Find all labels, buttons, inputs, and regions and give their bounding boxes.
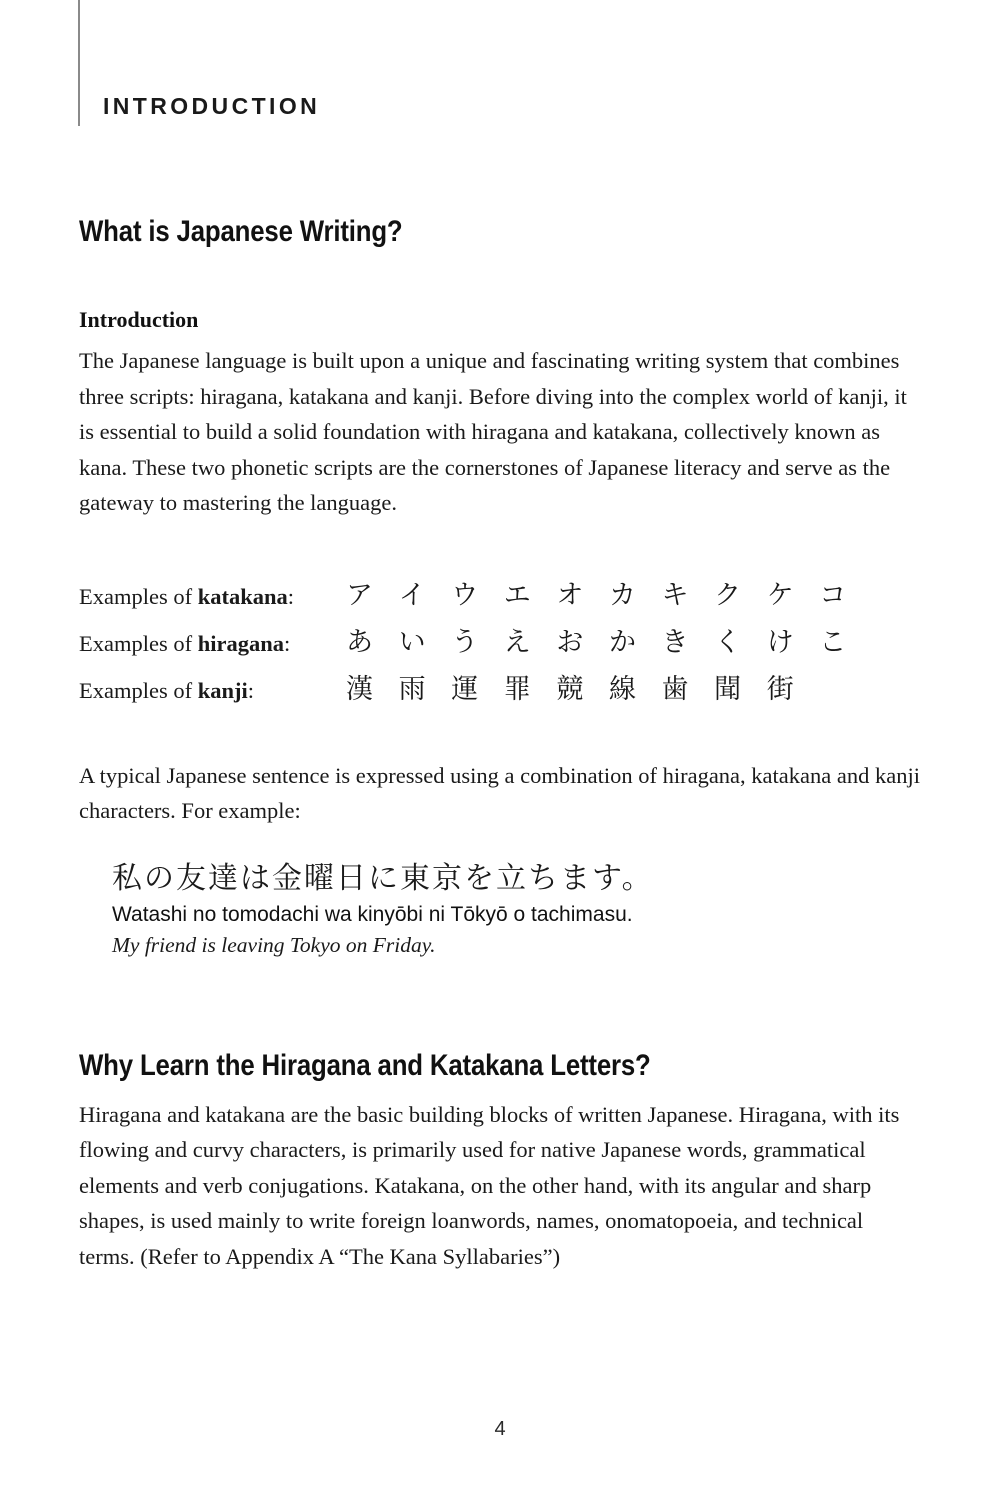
sentence-intro-paragraph: A typical Japanese sentence is expressed using a combination of hiragana, katakana and kanji characters. For example:	[79, 762, 920, 823]
examples-label-suffix: :	[287, 583, 295, 609]
examples-label-katakana	[79, 573, 346, 620]
spacer	[79, 961, 921, 1049]
examples-label-prefix: Examples of	[79, 583, 198, 609]
spacer	[79, 829, 921, 859]
example-sentence-japanese: 私の友達は金曜日に東京を立ちます。	[112, 860, 654, 896]
subsection-heading: Introduction	[79, 307, 199, 332]
page-title: What is Japanese Writing?	[79, 215, 403, 248]
spacer	[79, 249, 921, 307]
script-examples-table	[79, 573, 855, 714]
examples-label-suffix: :	[283, 630, 291, 656]
examples-label-prefix: Examples of	[79, 630, 198, 656]
running-head: INTRODUCTION	[103, 93, 321, 119]
sentence-example-block	[112, 859, 921, 961]
example-sentence-translation: My friend is leaving Tokyo on Friday.	[112, 932, 436, 957]
examples-label-kanji	[79, 667, 346, 714]
intro-paragraph: The Japanese language is built upon a unique and fascinating writing system that combines three scripts: hiragana, katakana and kanji. Before diving into the complex world of kanji, it is essential to build a solid foundation with hiragana and katakana, collectively known as kana. These two phonetic scripts are the cornerstones of Japanese literacy and serve as the gateway to mastering the language.	[79, 348, 907, 515]
spacer	[79, 1083, 921, 1097]
second-section-title: Why Learn the Hiragana and Katakana Letters?	[79, 1048, 651, 1082]
examples-script-name: katakana	[197, 583, 288, 609]
spacer	[79, 714, 921, 758]
examples-glyphs-hiragana: あ い う え お か き く け こ	[346, 626, 855, 658]
example-sentence-romaji: Watashi no tomodachi wa kinyōbi ni Tōkyō o tachimasu.	[112, 902, 633, 926]
spacer	[79, 521, 921, 573]
table-row	[79, 620, 855, 667]
examples-glyphs-kanji: 漢 雨 運 罪 競 線 歯 聞 街	[346, 673, 803, 705]
table-row	[79, 573, 855, 620]
examples-label-suffix: :	[247, 677, 255, 703]
examples-script-name: kanji	[197, 677, 248, 703]
examples-label-prefix: Examples of	[79, 677, 198, 703]
examples-script-name: hiragana	[197, 630, 284, 656]
spacer	[79, 333, 921, 343]
examples-label-hiragana	[79, 620, 346, 667]
page-content	[79, 215, 921, 1274]
second-section-paragraph: Hiragana and katakana are the basic building blocks of written Japanese. Hiragana, with its flowing and curvy characters, is primarily used for native Japanese words, grammatical elements and verb conjugations. Katakana, on the other hand, with its angular and sharp shapes, is used mainly to write foreign loanwords, names, onomatopoeia, and technical terms. (Refer to Appendix A “The Kana Syllabaries”)	[79, 1101, 900, 1269]
running-head-rule	[78, 0, 80, 126]
page-number: 4	[494, 1418, 506, 1440]
table-row	[79, 667, 855, 714]
examples-glyphs-katakana: ア イ ウ エ オ カ キ ク ケ コ	[346, 579, 855, 611]
